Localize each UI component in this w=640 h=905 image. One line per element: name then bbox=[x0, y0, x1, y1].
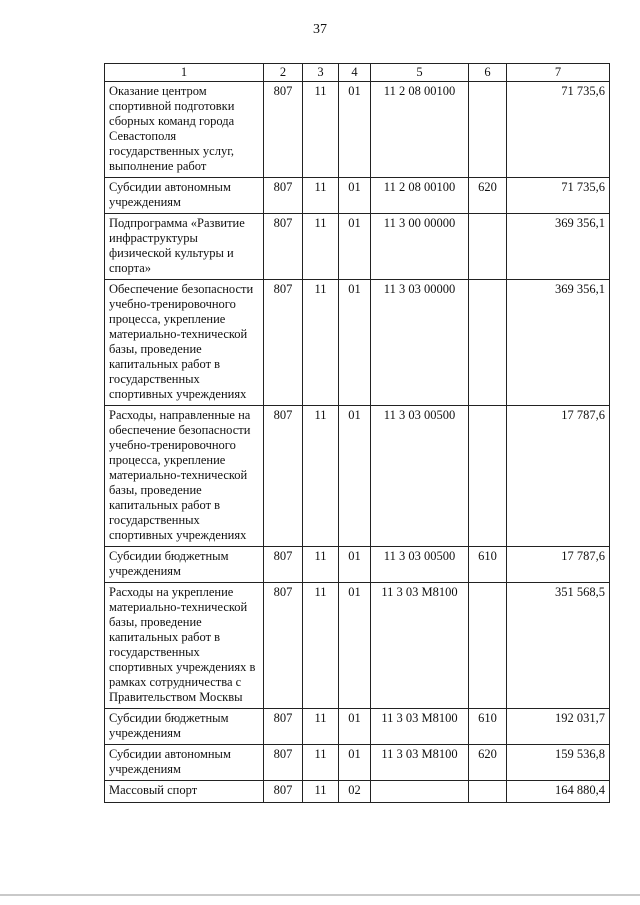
cell-col3: 11 bbox=[303, 406, 339, 547]
cell-col6 bbox=[469, 280, 507, 406]
cell-col4: 01 bbox=[339, 82, 371, 178]
table-body bbox=[105, 82, 610, 803]
cell-col5: 11 3 03 00500 bbox=[371, 406, 469, 547]
cell-col6: 610 bbox=[469, 547, 507, 583]
cell-col6: 610 bbox=[469, 709, 507, 745]
cell-col6: 620 bbox=[469, 178, 507, 214]
cell-amount: 164 880,4 bbox=[507, 781, 610, 803]
cell-col4: 01 bbox=[339, 745, 371, 781]
cell-amount: 17 787,6 bbox=[507, 547, 610, 583]
cell-col2: 807 bbox=[264, 214, 303, 280]
column-header: 2 bbox=[264, 64, 303, 82]
cell-col5: 11 3 03 00000 bbox=[371, 280, 469, 406]
cell-col5: 11 3 03 00500 bbox=[371, 547, 469, 583]
cell-col3: 11 bbox=[303, 178, 339, 214]
cell-amount: 351 568,5 bbox=[507, 583, 610, 709]
table-row bbox=[105, 583, 610, 709]
table-row bbox=[105, 709, 610, 745]
cell-col2: 807 bbox=[264, 547, 303, 583]
cell-col6: 620 bbox=[469, 745, 507, 781]
cell-col4: 01 bbox=[339, 709, 371, 745]
cell-col6 bbox=[469, 781, 507, 803]
cell-col5: 11 3 03 М8100 bbox=[371, 709, 469, 745]
cell-col6 bbox=[469, 214, 507, 280]
row-name: Субсидии бюджетным учреждениям bbox=[105, 547, 264, 583]
cell-amount: 369 356,1 bbox=[507, 280, 610, 406]
cell-amount: 17 787,6 bbox=[507, 406, 610, 547]
cell-col4: 01 bbox=[339, 583, 371, 709]
cell-amount: 71 735,6 bbox=[507, 178, 610, 214]
header-row bbox=[105, 64, 610, 82]
column-header: 6 bbox=[469, 64, 507, 82]
cell-col2: 807 bbox=[264, 178, 303, 214]
cell-col4: 02 bbox=[339, 781, 371, 803]
cell-col3: 11 bbox=[303, 547, 339, 583]
column-header: 1 bbox=[105, 64, 264, 82]
budget-table bbox=[104, 63, 610, 803]
cell-col3: 11 bbox=[303, 583, 339, 709]
column-header: 7 bbox=[507, 64, 610, 82]
table-row bbox=[105, 781, 610, 803]
cell-col2: 807 bbox=[264, 280, 303, 406]
row-name: Обеспечение безопасности учебно-тренировочного процесса, укрепление материально-технической базы, проведение капитальных работ в государственных спортивных учреждениях bbox=[105, 280, 264, 406]
row-name: Массовый спорт bbox=[105, 781, 264, 803]
table-row bbox=[105, 178, 610, 214]
cell-col3: 11 bbox=[303, 280, 339, 406]
cell-col2: 807 bbox=[264, 781, 303, 803]
cell-col3: 11 bbox=[303, 214, 339, 280]
cell-amount: 192 031,7 bbox=[507, 709, 610, 745]
table-row bbox=[105, 406, 610, 547]
column-header: 4 bbox=[339, 64, 371, 82]
table-row bbox=[105, 280, 610, 406]
cell-col6 bbox=[469, 583, 507, 709]
cell-col2: 807 bbox=[264, 406, 303, 547]
column-header: 3 bbox=[303, 64, 339, 82]
table-row bbox=[105, 82, 610, 178]
cell-col2: 807 bbox=[264, 745, 303, 781]
cell-amount: 159 536,8 bbox=[507, 745, 610, 781]
row-name: Оказание центром спортивной подготовки сборных команд города Севастополя государственных услуг, выполнение работ bbox=[105, 82, 264, 178]
cell-col6 bbox=[469, 82, 507, 178]
cell-amount: 369 356,1 bbox=[507, 214, 610, 280]
cell-col5: 11 3 03 М8100 bbox=[371, 583, 469, 709]
cell-col5: 11 3 03 М8100 bbox=[371, 745, 469, 781]
row-name: Субсидии бюджетным учреждениям bbox=[105, 709, 264, 745]
row-name: Расходы, направленные на обеспечение безопасности учебно-тренировочного процесса, укрепление материально-технической базы, проведение капитальных работ в государственных спортивных учреждениях bbox=[105, 406, 264, 547]
cell-col3: 11 bbox=[303, 709, 339, 745]
row-name: Субсидии автономным учреждениям bbox=[105, 178, 264, 214]
cell-col2: 807 bbox=[264, 82, 303, 178]
cell-col4: 01 bbox=[339, 547, 371, 583]
cell-col3: 11 bbox=[303, 781, 339, 803]
cell-col4: 01 bbox=[339, 406, 371, 547]
row-name: Расходы на укрепление материально-технической базы, проведение капитальных работ в государственных спортивных учреждениях в рамках сотрудничества с Правительством Москвы bbox=[105, 583, 264, 709]
page-number: 37 bbox=[313, 22, 327, 37]
table-row bbox=[105, 214, 610, 280]
cell-col5 bbox=[371, 781, 469, 803]
cell-col5: 11 3 00 00000 bbox=[371, 214, 469, 280]
cell-col4: 01 bbox=[339, 280, 371, 406]
cell-col5: 11 2 08 00100 bbox=[371, 82, 469, 178]
cell-col4: 01 bbox=[339, 214, 371, 280]
row-name: Подпрограмма «Развитие инфраструктуры физической культуры и спорта» bbox=[105, 214, 264, 280]
cell-col6 bbox=[469, 406, 507, 547]
cell-col2: 807 bbox=[264, 583, 303, 709]
cell-col5: 11 2 08 00100 bbox=[371, 178, 469, 214]
cell-amount: 71 735,6 bbox=[507, 82, 610, 178]
table-header bbox=[105, 64, 610, 82]
table-row bbox=[105, 547, 610, 583]
cell-col3: 11 bbox=[303, 745, 339, 781]
column-header: 5 bbox=[371, 64, 469, 82]
page-edge bbox=[0, 894, 640, 896]
cell-col3: 11 bbox=[303, 82, 339, 178]
table-row bbox=[105, 745, 610, 781]
cell-col4: 01 bbox=[339, 178, 371, 214]
row-name: Субсидии автономным учреждениям bbox=[105, 745, 264, 781]
cell-col2: 807 bbox=[264, 709, 303, 745]
